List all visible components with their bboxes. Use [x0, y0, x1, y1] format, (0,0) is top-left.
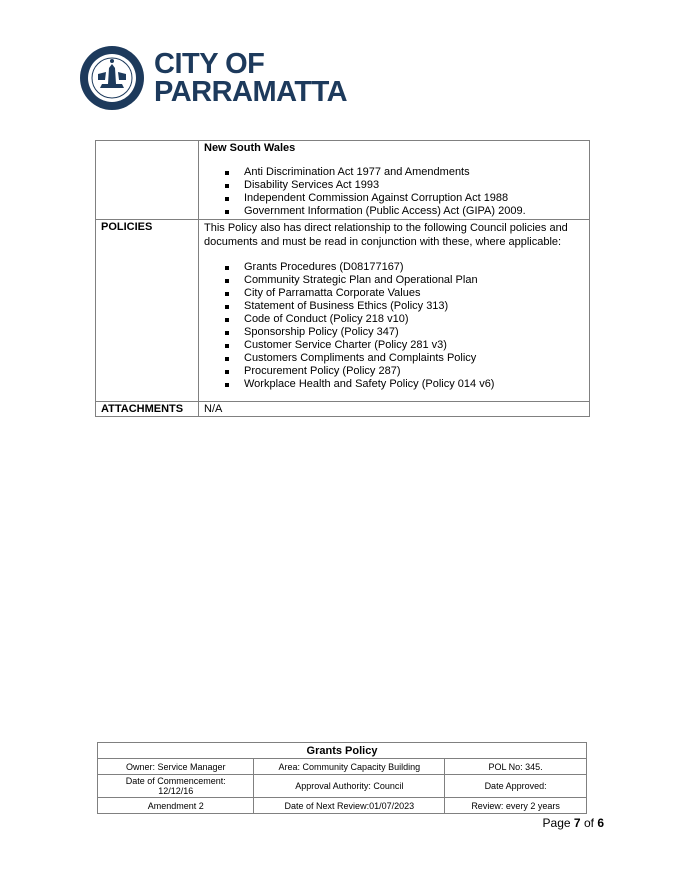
page-number: [543, 816, 604, 830]
attachments-row: [96, 402, 590, 417]
list-item: Statement of Business Ethics (Policy 313): [224, 300, 584, 313]
page-current: 7: [573, 816, 581, 830]
footer-amendment: Amendment 2: [98, 798, 254, 814]
list-item: Procurement Policy (Policy 287): [224, 365, 584, 378]
legislation-list: [204, 166, 584, 218]
legislation-label-cell: [96, 141, 199, 220]
footer-commencement-date: 12/12/16: [158, 786, 194, 796]
policies-intro: This Policy also has direct relationship to the following Council policies and documents and must be read in conjunction with these, where applicable:: [204, 222, 568, 248]
attachments-label: ATTACHMENTS: [96, 402, 199, 417]
legislation-heading: New South Wales: [204, 142, 296, 154]
list-item: Sponsorship Policy (Policy 347): [224, 326, 584, 339]
footer-review-frequency: Review: every 2 years: [445, 798, 587, 814]
footer-pol-no: POL No: 345.: [445, 759, 587, 775]
list-item: City of Parramatta Corporate Values: [224, 287, 584, 300]
list-item: Anti Discrimination Act 1977 and Amendments: [224, 166, 584, 179]
page-of: of: [583, 816, 594, 830]
list-item: Code of Conduct (Policy 218 v10): [224, 313, 584, 326]
footer-date-approved: Date Approved:: [445, 775, 587, 798]
list-item: Independent Commission Against Corruption Act 1988: [224, 192, 584, 205]
footer-area: Area: Community Capacity Building: [254, 759, 445, 775]
list-item: Customers Compliments and Complaints Policy: [224, 352, 584, 365]
legislation-content-cell: [199, 141, 590, 220]
footer-title: Grants Policy: [98, 743, 587, 759]
logo-line-1: CITY OF: [154, 48, 265, 80]
policies-label: POLICIES: [96, 220, 199, 402]
logo-line-2: PARRAMATTA: [154, 76, 348, 108]
legislation-row: [96, 141, 590, 220]
footer-next-review: Date of Next Review:01/07/2023: [254, 798, 445, 814]
document-footer-table: [97, 742, 587, 814]
list-item: Grants Procedures (D08177167): [224, 261, 584, 274]
city-logo: [78, 44, 347, 112]
list-item: Disability Services Act 1993: [224, 179, 584, 192]
list-item: Government Information (Public Access) Act (GIPA) 2009.: [224, 205, 584, 218]
page-prefix: Page: [542, 816, 571, 830]
logo-wordmark: [154, 50, 347, 106]
policies-row: [96, 220, 590, 402]
attachments-value: N/A: [199, 402, 590, 417]
list-item: Community Strategic Plan and Operational Plan: [224, 274, 584, 287]
footer-owner: Owner: Service Manager: [98, 759, 254, 775]
city-seal-icon: [78, 44, 146, 112]
policies-content-cell: [199, 220, 590, 402]
footer-commencement: [98, 775, 254, 798]
footer-approval-authority: Approval Authority: Council: [254, 775, 445, 798]
footer-commencement-label: Date of Commencement:: [125, 776, 226, 786]
list-item: Customer Service Charter (Policy 281 v3): [224, 339, 584, 352]
page-total: 6: [597, 816, 604, 830]
policy-table: [95, 140, 590, 417]
list-item: Workplace Health and Safety Policy (Policy 014 v6): [224, 378, 584, 391]
policies-list: [204, 261, 584, 391]
